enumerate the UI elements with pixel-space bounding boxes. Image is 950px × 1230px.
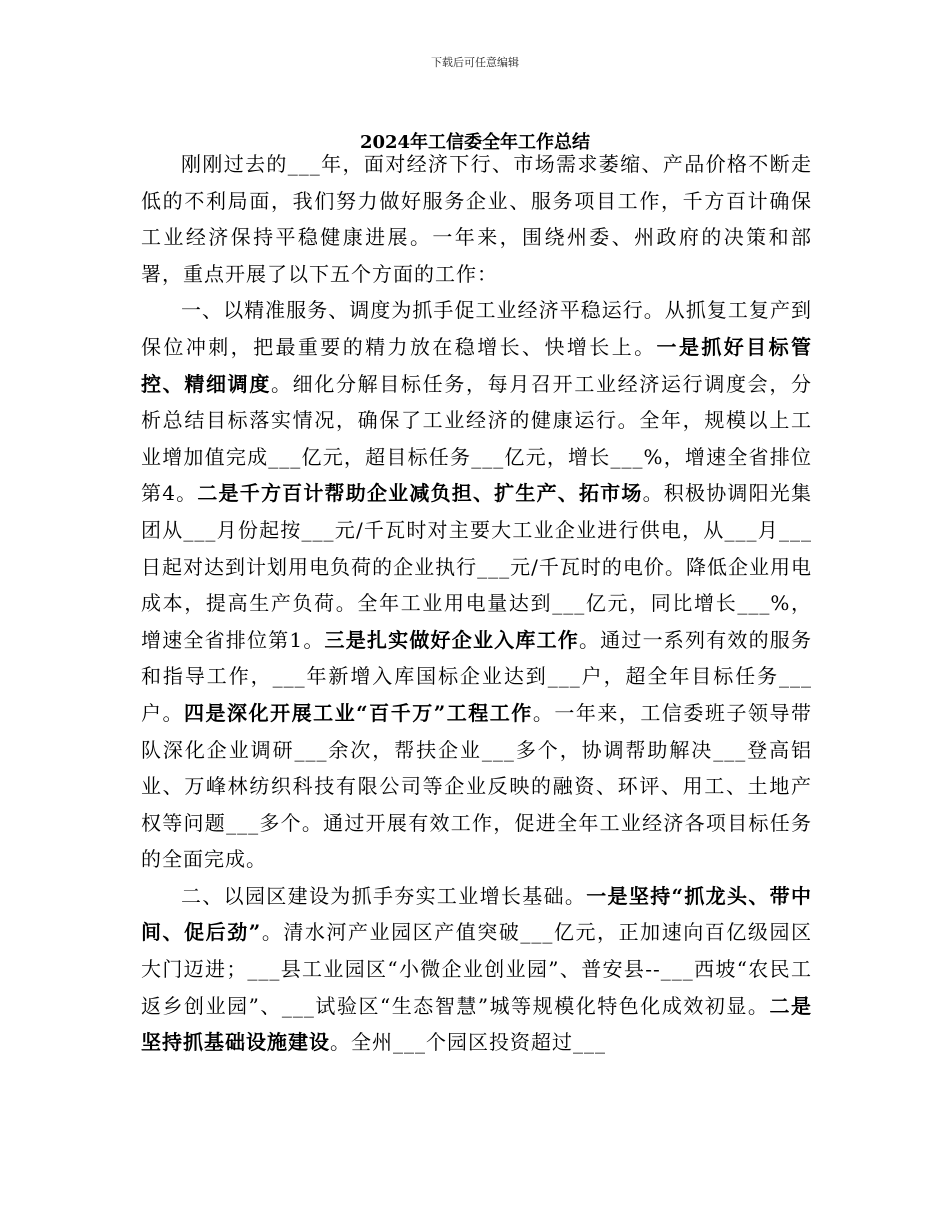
- bold-heading: 二是坚持抓基础设施建设: [141, 993, 812, 1055]
- text-run: 二、以园区建设为抓手夯实工业增长基础。: [181, 883, 587, 908]
- bold-heading: 一是坚持“抓龙头、带中间、促后劲”: [141, 883, 812, 945]
- text-run: 。细化分解目标任务，每月召开工业经济运行调度会，分析总结目标落实情况，确保了工业经济的健康运行。全年，规模以上工业增加值完成___亿元，超目标任务___亿元，增长___%，增速全省排位第4。: [141, 371, 812, 506]
- text-run: 。一年来，工信委班子领导带队深化企业调研___余次，帮扶企业___多个，协调帮助解决___登高铝业、万峰林纺织科技有限公司等企业反映的融资、环评、用工、土地产权等问题___多个。通过开展有效工作，促进全年工业经济各项目标任务的全面完成。: [141, 700, 812, 872]
- paragraph-section-2: [141, 878, 812, 1061]
- paragraph-intro: 刚刚过去的___年，面对经济下行、市场需求萎缩、产品价格不断走低的不利局面，我们努力做好服务企业、服务项目工作，千方百计确保工业经济保持平稳健康进展。一年来，围绕州委、州政府的决策和部署，重点开展了以下五个方面的工作：: [141, 152, 812, 286]
- text-run: 。清水河产业园区产值突破___亿元，正加速向百亿级园区大门迈进；___县工业园区“小微企业创业园”、普安县--___西坡“农民工返乡创业园”、___试验区“生态智慧”城等规模化特色化成效初显。: [141, 920, 813, 1018]
- bold-heading: 一是抓好目标管控、精细调度: [141, 334, 813, 396]
- bold-heading: 三是扎实做好企业入库工作: [324, 627, 579, 652]
- document-title: 2024年工信委全年工作总结: [359, 132, 591, 153]
- header-note: 下载后可任意编辑: [431, 56, 519, 69]
- bold-heading: 二是千方百计帮助企业减负担、扩生产、拓市场: [197, 481, 643, 506]
- bold-heading: 四是深化开展工业“百千万”工程工作: [184, 700, 533, 725]
- text-run: 。全州___个园区投资超过___: [330, 1030, 606, 1055]
- paragraph-section-1: [141, 292, 812, 878]
- text-run: 。积极协调阳光集团从___月份起按___元/千瓦时对主要大工业企业进行供电，从___月___日起对达到计划用电负荷的企业执行___元/千瓦时的电价。降低企业用电成本，提高生产负荷。全年工业用电量达到___亿元，同比增长___%，增速全省排位第1。: [141, 481, 813, 652]
- document-body: [141, 146, 812, 1061]
- text-run: 一、以精准服务、调度为抓手促工业经济平稳运行。从抓复工复产到保位冲刺，把最重要的精力放在稳增长、快增长上。: [141, 298, 812, 359]
- text-run: 。通过一系列有效的服务和指导工作，___年新增入库国标企业达到___户，超全年目标任务___户。: [141, 627, 813, 725]
